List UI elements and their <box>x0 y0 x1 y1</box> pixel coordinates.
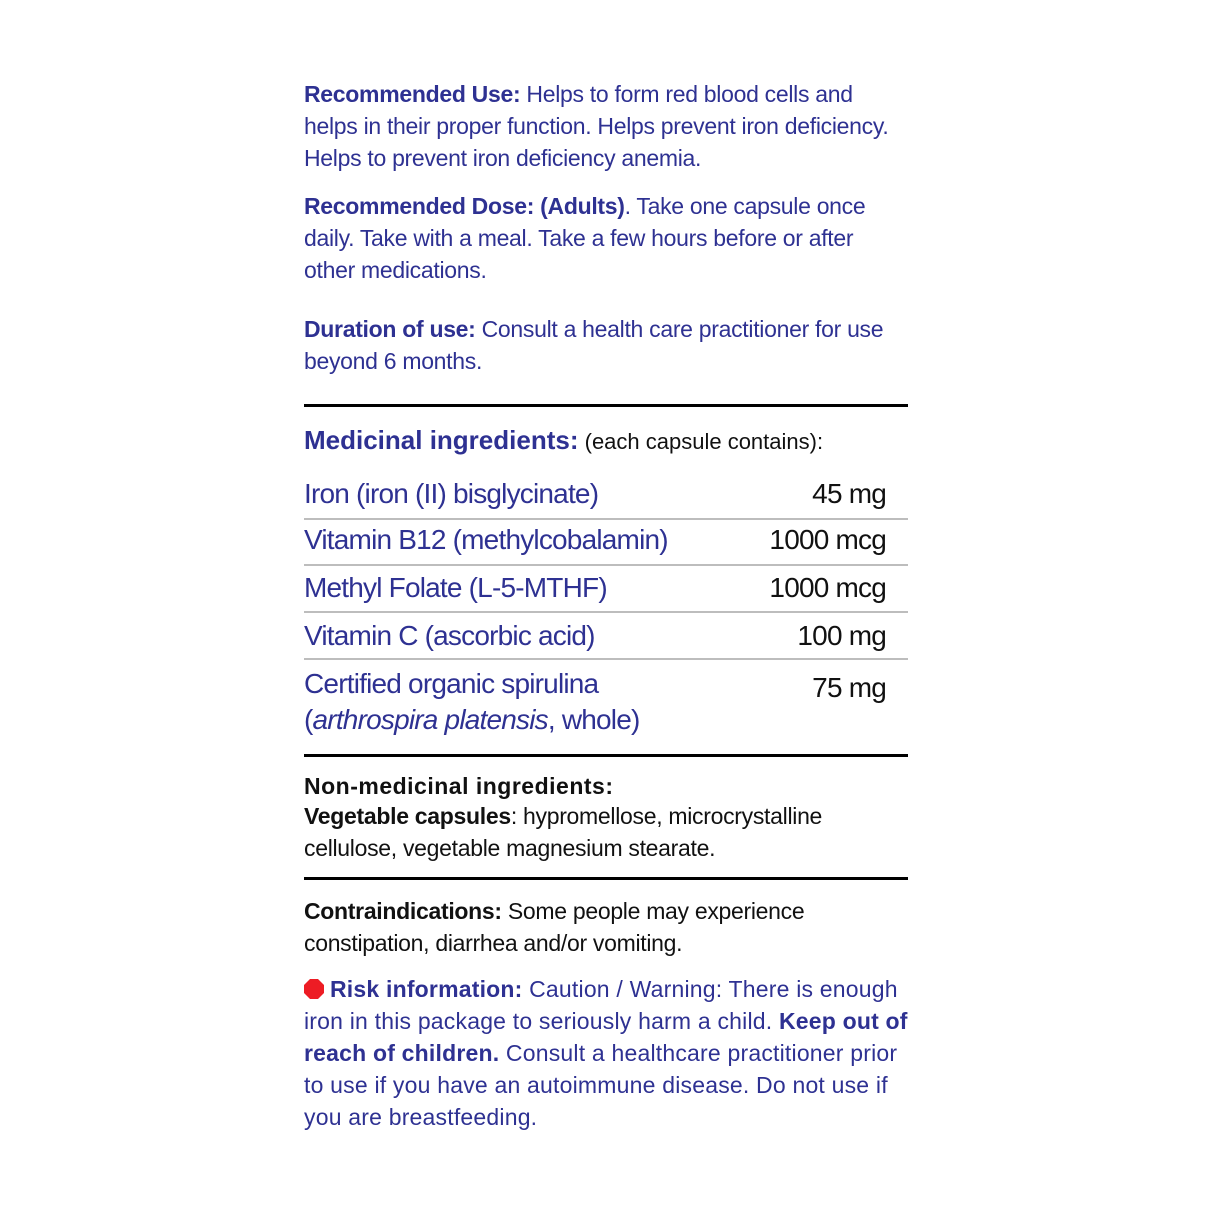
contraindications <box>304 895 908 959</box>
keep-out-of-reach: Keep out of reach of children. <box>304 1008 908 1066</box>
ingredient-name: Vitamin B12 (methylcobalamin) <box>304 524 668 555</box>
risk-information <box>304 973 908 1133</box>
risk-text: Caution / Warning: There is enough iron in this package to seriously harm a child. <box>304 976 898 1034</box>
duration-text: Consult a health care practitioner for use beyond 6 months. <box>304 316 884 374</box>
row-divider <box>304 564 908 566</box>
recommended-use <box>304 78 908 174</box>
non-medicinal-text: : hypromellose, microcrystalline cellulose, vegetable magnesium stearate. <box>304 803 823 861</box>
ingredient-amount: 1000 mcg <box>769 524 886 555</box>
contraindications-label: Contraindications: <box>304 898 502 924</box>
duration-of-use <box>304 313 908 377</box>
medicinal-title: Medicinal ingredients: <box>304 425 579 455</box>
ingredient-name: Certified organic spirulina (arthrospira platensis, whole) <box>304 668 640 735</box>
ingredient-name: Methyl Folate (L-5-MTHF) <box>304 572 607 603</box>
ingredient-amount: 1000 mcg <box>769 572 886 603</box>
row-divider <box>304 611 908 613</box>
divider <box>304 754 908 757</box>
stop-octagon-icon <box>304 979 324 999</box>
non-medicinal-ingredients <box>304 772 908 864</box>
non-medicinal-title: Non-medicinal ingredients: <box>304 773 614 799</box>
risk-text-2: Consult a healthcare practitioner prior to use if you have an autoimmune disease. Do not use if you are breastfeeding. <box>304 1040 898 1130</box>
ingredient-row <box>304 666 908 742</box>
vegetable-capsules-label: Vegetable capsules <box>304 803 511 829</box>
ingredient-amount: 45 mg <box>812 478 886 509</box>
risk-label: Risk information: <box>330 976 523 1002</box>
divider <box>304 404 908 407</box>
medicinal-ingredients-heading <box>304 424 823 458</box>
row-divider <box>304 518 908 520</box>
ingredient-name: Iron (iron (II) bisglycinate) <box>304 478 599 509</box>
recommended-dose <box>304 190 908 286</box>
ingredient-name: Vitamin C (ascorbic acid) <box>304 620 595 651</box>
recommended-use-text: Helps to form red blood cells and helps in their proper function. Helps prevent iron deficiency. Helps to prevent iron deficiency anemia. <box>304 81 889 171</box>
ingredient-amount: 100 mg <box>797 620 886 651</box>
medicinal-subtitle: (each capsule contains): <box>578 429 824 454</box>
recommended-use-label: Recommended Use: <box>304 81 521 107</box>
contraindications-text: Some people may experience constipation, diarrhea and/or vomiting. <box>304 898 805 956</box>
recommended-dose-text: . Take one capsule once daily. Take with a meal. Take a few hours before or after other medications. <box>304 193 866 283</box>
recommended-dose-label: Recommended Dose: (Adults) <box>304 193 625 219</box>
divider <box>304 877 908 880</box>
ingredient-amount: 75 mg <box>812 672 886 703</box>
duration-label: Duration of use: <box>304 316 476 342</box>
row-divider <box>304 658 908 660</box>
